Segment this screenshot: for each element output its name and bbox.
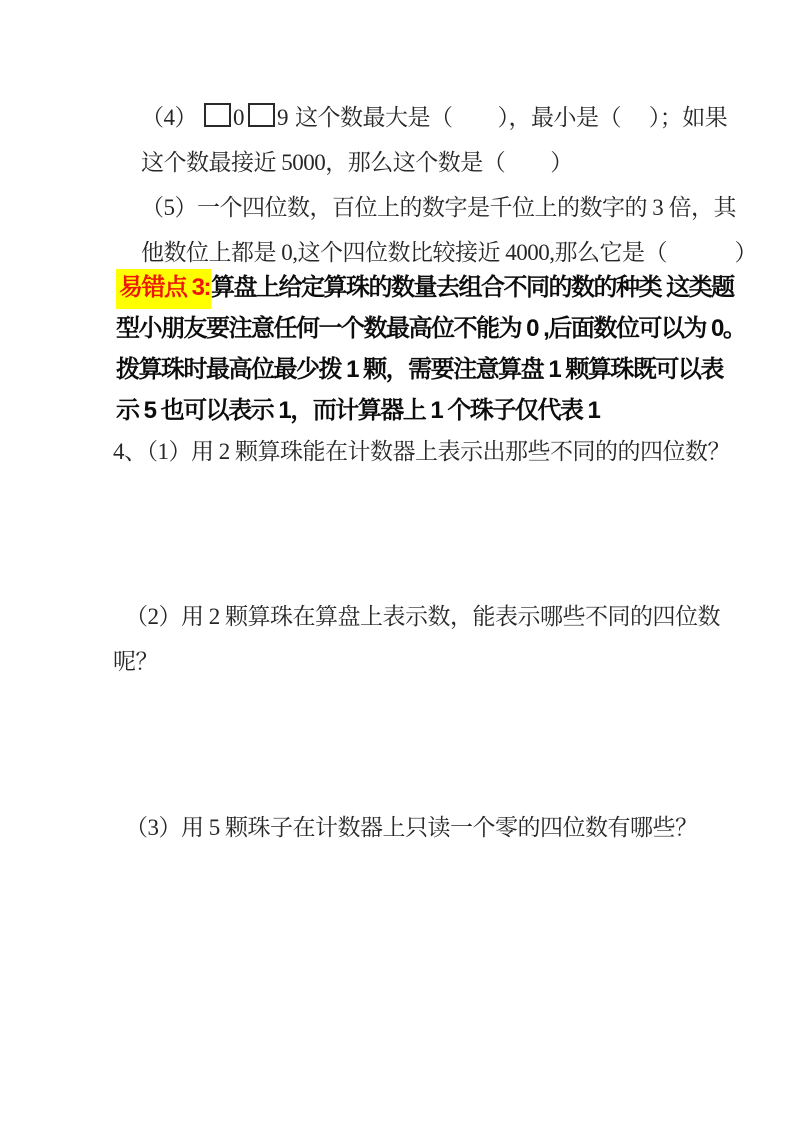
warning-line-3: 拨算珠时最高位最少拨 1 颗，需要注意算盘 1 颗算珠既可以表 bbox=[116, 356, 723, 383]
question-4-line-1 bbox=[141, 95, 733, 140]
question-4-label: （4） bbox=[141, 105, 197, 130]
error-prone-point-3-block bbox=[116, 267, 746, 431]
question-4-sub2-line-2: 呢？ bbox=[113, 649, 158, 674]
question-4-sub1: 4、（1）用 2 颗算珠能在计数器上表示出那些不同的的四位数？ bbox=[113, 439, 730, 464]
fill-in-questions-block bbox=[141, 95, 757, 275]
blank-box-icon bbox=[204, 103, 231, 127]
question-4-line-2: 这个数最接近 5000，那么这个数是（ ） bbox=[141, 150, 573, 175]
question-4-sub3: （3）用 5 颗珠子在计数器上只读一个零的四位数有哪些？ bbox=[125, 815, 698, 840]
question-5-line-2: 他数位上都是 0,这个四位数比较接近 4000,那么它是（ ） bbox=[141, 240, 757, 265]
warning-line-1 bbox=[116, 267, 733, 308]
question-5-line-1: （5）一个四位数，百位上的数字是千位上的数字的 3 倍，其 bbox=[141, 195, 736, 220]
blank-box-icon bbox=[248, 103, 275, 127]
error-prone-point-3-badge: 易错点 3: bbox=[116, 269, 211, 309]
warning-line-4: 示 5 也可以表示 1，而计算器上 1 个珠子仅代表 1 bbox=[116, 397, 600, 424]
question-4-text: 这个数最大是（ ），最小是（ ）；如果 bbox=[295, 105, 728, 130]
warning-line-1-text: 算盘上给定算珠的数量去组合不同的数的种类 这类题 bbox=[211, 274, 734, 301]
question-4-digit-0: 0 bbox=[233, 105, 244, 130]
warning-line-2: 型小朋友要注意任何一个数最高位不能为 0 ,后面数位可以为 0。 bbox=[116, 315, 746, 342]
question-4-sub2-line-1: （2）用 2 颗算珠在算盘上表示数，能表示哪些不同的四位数 bbox=[125, 604, 720, 629]
question-4-sub2-block bbox=[0, 594, 793, 684]
question-4-digit-9: 9 bbox=[277, 105, 288, 130]
